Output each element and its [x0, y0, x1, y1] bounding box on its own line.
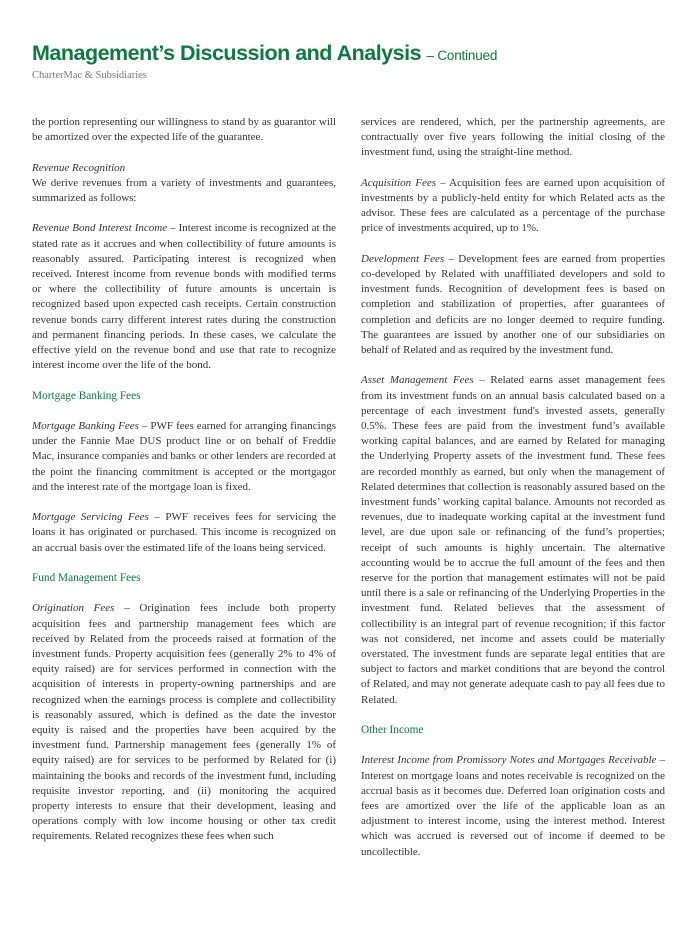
paragraph-origination-fees [32, 601, 336, 844]
left-column [32, 115, 336, 860]
mortgage-servicing-text: – PWF receives fees for servicing the loans it has originated or purchased. This income is recognized on an accrual basis over the estimated life of the loans being serviced. [32, 511, 337, 554]
mortgage-banking-heading: Mortgage Banking Fees [32, 389, 141, 402]
paragraph-acquisition-fees [361, 176, 665, 237]
page-title-continued: – Continued [426, 48, 498, 63]
company-subtitle: CharterMac & Subsidiaries [32, 70, 147, 81]
paragraph-interest-income [361, 753, 665, 859]
right-column [361, 115, 665, 875]
fund-management-heading: Fund Management Fees [32, 572, 141, 584]
page-title [32, 40, 676, 69]
revenue-recognition-intro: We derive revenues from a variety of investments and guarantees, summarized as follows: [32, 176, 336, 204]
mortgage-servicing-label: Mortgage Servicing Fees [32, 511, 149, 524]
revenue-bond-text: – Interest income is recognized at the stated rate as it accrues and when collectibility of future amounts is reasonably assured. Participating interest is recognized when received. Interest income from revenue bonds with modified terms or where the collectibility of future amounts is uncertain is recognized based upon expected cash receipts. Certain construction revenue bonds carry different interest rates during the construction and permanent financing periods. In these cases, we calculate the effective yield on the revenue bond and use that rate to recognize interest income over the life of the bond. [32, 222, 336, 372]
asset-management-label: Asset Management Fees [361, 374, 474, 387]
mortgage-banking-label: Mortgage Banking Fees [32, 420, 139, 432]
paragraph-guarantor: the portion representing our willingness to stand by as guarantor will be amortized over the expected life of the guarantee. [32, 116, 336, 144]
paragraph-revenue-bond-interest [32, 221, 336, 373]
paragraph-development-fees [361, 252, 665, 358]
interest-income-label: Interest Income from Promissory Notes and Mortgages Receivable [361, 754, 657, 767]
revenue-bond-label: Revenue Bond Interest Income [32, 222, 168, 235]
origination-label: Origination Fees [32, 602, 115, 615]
paragraph-asset-management-fees [361, 373, 665, 707]
paragraph-mortgage-banking [32, 419, 336, 495]
page-header [32, 40, 676, 83]
revenue-recognition-heading: Revenue Recognition [32, 161, 126, 174]
asset-management-text: – Related earns asset management fees from its investment funds on an annual basis calculated based on a percentage of each investment fund's invested assets, generally 0.5%. These fees are paid from the investment fund’s available working capital balances, and are earned by Related for managing the Underlying Property assets of the investment fund. These fees are recorded monthly as earned, but only when the management of Related determines that collection is reasonably assured based on the investment funds’ working capital balance. Amounts not recorded as revenues, due to inadequate working capital at the investment fund level, are due upon sale or refinancing of the fund’s properties; receipt of such amounts is highly uncertain. The alternative accounting would be to accrue the full amount of the fees and then reserve for the portion that management estimates will not be paid until there is a sale or refinancing of the Underlying Properties in the investment fund. Related believes that the assessment of collectibility is an integral part of revenue recognition; if this factor was not considered, net income and assets could be materially overstated. The investment funds are separate legal entities that are subject to factors and market conditions that are beyond the control of Related, and may not generate adequate cash to pay all fees due to Related. [361, 374, 666, 706]
acquisition-label: Acquisition Fees [361, 176, 436, 189]
acquisition-text: – Acquisition fees are earned upon acquisition of investments by a publicly-held entity for which Related acts as the advisor. These fees are calculated as a percentage of the purchase price of investments acquired, up to 1%. [361, 176, 666, 235]
page-title-main: Management’s Discussion and Analysis [32, 41, 422, 65]
origination-text: – Origination fees include both property acquisition fees and partnership management fees which are received by Related from the proceeds raised at formation of the investment funds. Property acquisition fees (generally 2% to 4% of equity raised) are for services performed in connection with the acquisition of interests in property-owning partnerships and are recognized when the earnings process is complete and collectibility is reasonably assured, which is defined as the date the investor equity is raised and the properties have been acquired by the investment fund. Partnership management fees (generally 1% of equity raised) are for services to be performed by Related for (i) maintaining the books and records of the investment fund, including requisite investor reporting, and (ii) monitoring the acquired property interests to ensure that their development, leasing and operations comply with low income housing or other tax credit requirements. Related recognizes these fees when such [32, 602, 336, 843]
paragraph-services-rendered: services are rendered, which, per the partnership agreements, are contractually over five years following the initial closing of the investment fund, using the straight-line method. [361, 116, 665, 159]
mortgage-banking-text: – PWF fees earned for arranging financings under the Fannie Mae DUS product line or on behalf of Freddie Mac, insurance companies and banks or other lenders are recorded at the point the financing commitment is accepted or the mortgagor and the interest rate of the mortgage loan is fixed. [32, 420, 336, 493]
other-income-heading: Other Income [361, 724, 424, 737]
development-text: – Development fees are earned from properties co-developed by Related with unaffiliated developers and sold to investment funds. Recognition of development fees is based on completion and stabilization of properties, after guarantees of completion and deficits are no longer deemed to require funding. The guarantees are issued by another one of our subsidiaries on behalf of Related and as required by the investment fund. [361, 252, 665, 357]
development-label: Development Fees [361, 252, 445, 265]
interest-income-text: – Interest on mortgage loans and notes receivable is recognized on the accrual basis as it becomes due. Deferred loan origination costs and fees are amortized over the life of the applicable loan as an adjustment to interest income, using the interest method. Interest which was accrued is reversed out of income if deemed to be uncollectible. [361, 754, 666, 858]
paragraph-mortgage-servicing [32, 510, 336, 556]
